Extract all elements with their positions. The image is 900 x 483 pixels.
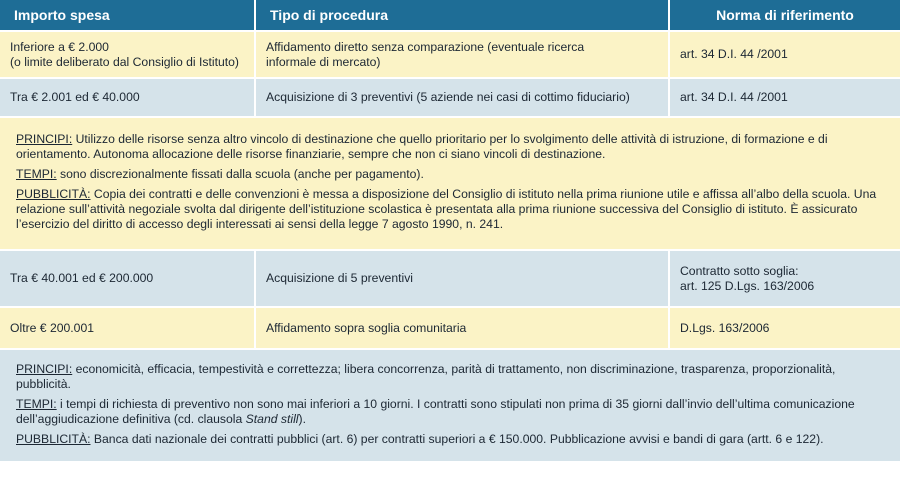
procedure-cell [256, 32, 670, 79]
pubblicita-text: Banca dati nazionale dei contratti pubblici (art. 6) per contratti superiori a € 150.000. Pubblicazione avvisi e bandi di gara (artt. 6 e 122). [90, 431, 824, 446]
norm-cell: art. 34 D.I. 44 /2001 [670, 79, 900, 118]
tempi-paragraph [16, 167, 884, 182]
stand-still-term: Stand still [245, 411, 299, 426]
amount-cell: Oltre € 200.001 [0, 308, 256, 350]
notes-cell [0, 118, 900, 251]
norm-cell: art. 34 D.I. 44 /2001 [670, 32, 900, 79]
amount-cell [0, 32, 256, 79]
amount-line-2: (o limite deliberato dal Consiglio di Istituto) [10, 54, 239, 69]
amount-cell: Tra € 40.001 ed € 200.000 [0, 251, 256, 308]
tempi-text-a: i tempi di richiesta di preventivo non sono mai inferiori a 10 giorni. I contratti sono stipulati non prima di 35 giorni dall’invio dell’ultima comunicazione dell’aggiudicazione definitiva (cd. clausola [16, 396, 855, 426]
procedure-cell: Acquisizione di 3 preventivi (5 aziende nei casi di cottimo fiduciario) [256, 79, 670, 118]
notes-cell [0, 350, 900, 463]
tempi-text-b: ). [298, 411, 306, 426]
procedure-line-2: informale di mercato) [266, 54, 381, 69]
principi-paragraph [16, 362, 884, 392]
tempi-text: sono discrezionalmente fissati dalla scuola (anche per pagamento). [56, 167, 424, 181]
table-header-row [0, 0, 900, 32]
norm-line-1: Contratto sotto soglia: [680, 263, 799, 278]
procedure-cell: Acquisizione di 5 preventivi [256, 251, 670, 308]
pubblicita-label: PUBBLICITÀ: [16, 431, 91, 446]
pubblicita-text: Copia dei contratti e delle convenzioni è messa a disposizione del Consiglio di istituto nella prima riunione utile e affissa all’albo della scuola. Una relazione sull’attività negoziale svolta dal dirigente dell’istituzione scolastica è presentata alla prima riunione successiva del Consiglio di istituto. È assicurato l’esercizio del diritto di accesso degli interessati ai sensi della legge 7 agosto 1990, n. 241. [16, 187, 877, 231]
tempi-paragraph [16, 397, 884, 427]
principi-text: economicità, efficacia, tempestività e correttezza; libera concorrenza, parità di trattamento, non discriminazione, trasparenza, proporzionalità, pubblicità. [16, 361, 836, 391]
principi-label: PRINCIPI: [16, 361, 73, 376]
notes-row-1 [0, 118, 900, 251]
principi-text: Utilizzo delle risorse senza altro vincolo di destinazione che quello prioritario per lo svolgimento delle attività di istruzione, di formazione e di orientamento. Autonoma allocazione delle risorse finanziarie, sempre che non ci siano vincoli di destinazione. [16, 132, 828, 161]
table-row [0, 251, 900, 308]
table-row [0, 79, 900, 118]
amount-cell: Tra € 2.001 ed € 40.000 [0, 79, 256, 118]
procedure-cell: Affidamento sopra soglia comunitaria [256, 308, 670, 350]
norm-line-2: art. 125 D.Lgs. 163/2006 [680, 278, 815, 293]
pubblicita-paragraph [16, 432, 884, 447]
header-importo-spesa: Importo spesa [0, 0, 256, 32]
header-norma-riferimento: Norma di riferimento [670, 0, 900, 32]
table-row [0, 32, 900, 79]
norm-cell [670, 251, 900, 308]
principi-label: PRINCIPI: [16, 132, 73, 146]
amount-line-1: Inferiore a € 2.000 [10, 39, 109, 54]
notes-row-2 [0, 350, 900, 463]
norm-cell: D.Lgs. 163/2006 [670, 308, 900, 350]
tempi-label: TEMPI: [16, 167, 57, 181]
table-row [0, 308, 900, 350]
pubblicita-paragraph [16, 187, 884, 232]
procedure-line-1: Affidamento diretto senza comparazione (eventuale ricerca [266, 39, 585, 54]
tempi-label: TEMPI: [16, 396, 57, 411]
header-tipo-procedura: Tipo di procedura [256, 0, 670, 32]
principi-paragraph [16, 132, 884, 162]
pubblicita-label: PUBBLICITÀ: [16, 187, 91, 201]
